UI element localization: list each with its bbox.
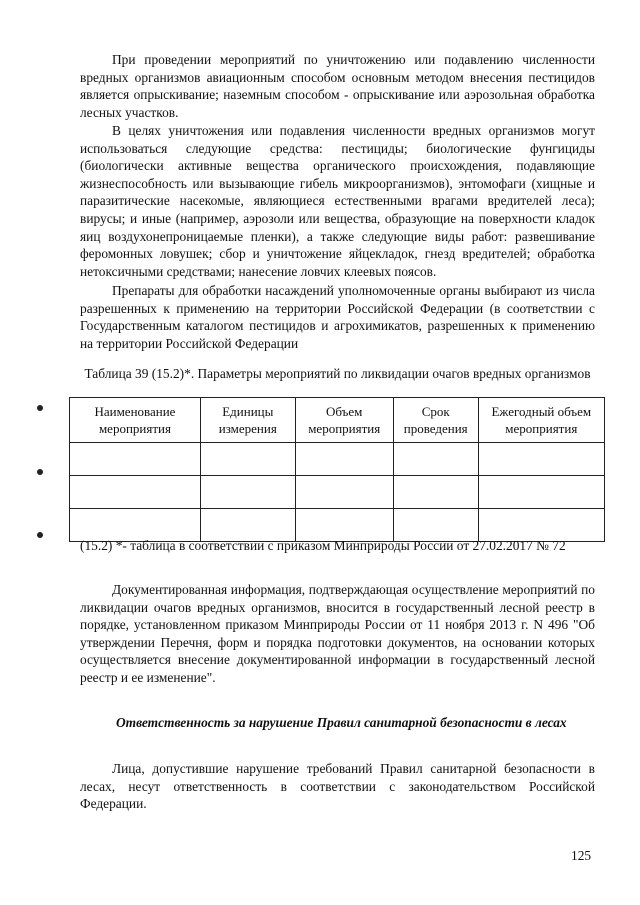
section-heading xyxy=(80,714,595,732)
paragraph-text: В целях уничтожения или подавления численности вредных организмов могут использоваться следующие средства: пестициды; биологические фунгициды (биологически активные вещества органического происхождения, подавляющие жизнеспособность или вызывающие гибель микроорганизмов), энтомофаги (хищные и паразитические насекомые, являющиеся естественными врагами вредителей леса); вирусы; и иные (например, аэрозоли или вещества, образующие на поверхности кладок яиц воздухонепроницаемые пленки), а также следующие виды работ: развешивание феромонных ловушек; сбор и уничтожение яйцекладок, гнезд вредителей; обработка нетоксичными средствами; нанесение ловчих клеевых поясов. xyxy=(80,123,595,279)
paragraph-text: При проведении мероприятий по уничтожению или подавлению численности вредных организмов авиационным способом основным методом внесения пестицидов является опрыскивание; наземным способом - опрыскивание или аэрозольная обработка лесных участков. xyxy=(80,52,595,120)
table-cell xyxy=(478,443,604,476)
table-footnote: (15.2) *- таблица в соответствии с приказом Минприроды России от 27.02.2017 № 72 xyxy=(80,538,566,553)
column-header-term: Срок проведения xyxy=(393,398,478,443)
paragraph-aviation-method xyxy=(80,51,595,121)
table-header-row xyxy=(70,398,605,443)
table-row xyxy=(70,443,605,476)
table-cell xyxy=(478,476,604,509)
paragraph-preparations xyxy=(80,282,595,352)
column-header-units: Единицы измерения xyxy=(200,398,295,443)
column-header-volume: Объем мероприятия xyxy=(295,398,393,443)
parameters-table xyxy=(69,397,605,542)
table-cell xyxy=(70,476,201,509)
table-row xyxy=(70,476,605,509)
page-number: 125 xyxy=(571,848,592,863)
paragraph-text: Препараты для обработки насаждений уполномоченные органы выбирают из числа разрешенных к применению на территории Российской Федерации (в соответствии с Государственным каталогом пестицидов и агрохимикатов, разрешенных к применению на территории Российской Федерации xyxy=(80,283,595,351)
table-cell xyxy=(200,443,295,476)
table-cell xyxy=(70,443,201,476)
table-cell xyxy=(393,476,478,509)
paragraph-text: Документированная информация, подтверждающая осуществление мероприятий по ликвидации очагов вредных организмов, вносится в государственный лесной реестр в порядке, установленном приказом Минприроды России от 11 ноября 2013 г. N 496 "Об утверждении Перечня, форм и порядка подготовки документов, на основании которых осуществляется внесение документированной информации в государственный лесной реестр и ее изменение". xyxy=(80,582,595,685)
paragraph-text: Лица, допустившие нарушение требований Правил санитарной безопасности в лесах, несут ответственность в соответствии с законодательством Российской Федерации. xyxy=(80,761,595,812)
table-cell xyxy=(295,476,393,509)
paragraph-responsibility xyxy=(80,760,595,813)
paragraph-documented-info xyxy=(80,581,595,687)
binding-hole-mark xyxy=(37,405,43,411)
table-cell xyxy=(200,476,295,509)
table-cell xyxy=(295,443,393,476)
column-header-annual-volume: Ежегодный объем мероприятия xyxy=(478,398,604,443)
table-caption: Таблица 39 (15.2)*. Параметры мероприятий по ликвидации очагов вредных организмов xyxy=(84,366,591,381)
section-heading-text: Ответственность за нарушение Правил санитарной безопасности в лесах xyxy=(116,715,567,730)
table-cell xyxy=(393,443,478,476)
binding-hole-mark xyxy=(37,469,43,475)
column-header-name: Наименование мероприятия xyxy=(70,398,201,443)
paragraph-means xyxy=(80,122,595,280)
binding-hole-mark xyxy=(37,532,43,538)
